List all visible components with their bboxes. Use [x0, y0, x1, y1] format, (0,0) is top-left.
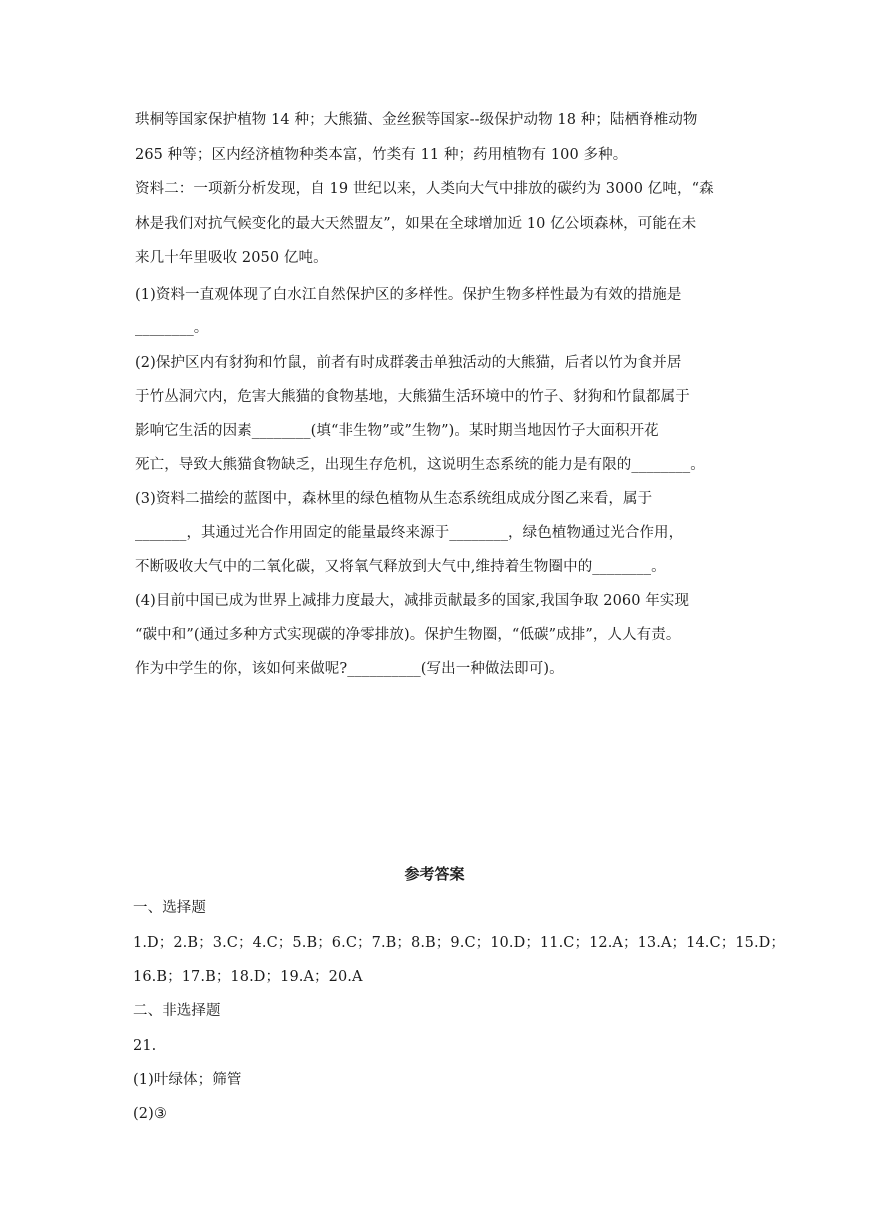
question-2-line: 影响它生活的因素________(填“非生物”或”生物”)。某时期当地因竹子大面积开花	[135, 423, 659, 439]
question-3-line: 不断吸收大气中的二氧化碳，又将氧气释放到大气中,维持着生物圈中的________。	[135, 559, 666, 575]
question-1-blank-line: ________。	[135, 320, 209, 336]
material-line: 珙桐等国家保护植物 14 种；大熊猫、金丝猴等国家--级保护动物 18 种；陆栖脊椎动物	[135, 112, 698, 128]
question-4-line: (4)目前中国已成为世界上减排力度最大，减排贡献最多的国家,我国争取 2060 年实现	[135, 593, 690, 609]
question-2-line: (2)保护区内有豺狗和竹鼠，前者有时成群袭击单独活动的大熊猫，后者以竹为食并居	[135, 355, 682, 371]
material-line: 265 种等；区内经济植物种类本富，竹类有 11 种；药用植物有 100 多种。	[135, 147, 628, 163]
material-line: 资料二：一项新分析发现，自 19 世纪以来，人类向大气中排放的碳约为 3000 亿吨，“森	[135, 181, 714, 197]
answer-title: 参考答案	[404, 865, 465, 883]
section-heading-choice: 一、选择题	[133, 900, 206, 916]
question-21-label: 21.	[133, 1038, 157, 1054]
answer-21-2: (2)③	[133, 1106, 167, 1122]
question-4-line: “碳中和”(通过多种方式实现碳的净零排放)。保护生物圈，“低碳”成排”，人人有责。	[135, 627, 681, 643]
material-line: 来几十年里吸收 2050 亿吨。	[135, 250, 328, 266]
section-heading-nonchoice: 二、非选择题	[133, 1003, 221, 1019]
question-3-line: (3)资料二描绘的蓝图中，森林里的绿色植物从生态系统组成成分图乙来看，属于	[135, 491, 653, 507]
question-4-line: 作为中学生的你，该如何来做呢?__________(写出一种做法即可)。	[135, 661, 564, 677]
choice-answers-line: 1.D；2.B；3.C；4.C；5.B；6.C；7.B；8.B；9.C；10.D；11.C；12.A；13.A；14.C；15.D；	[133, 935, 785, 951]
question-3-line: _______，其通过光合作用固定的能量最终来源于________，绿色植物通过光合作用，	[135, 525, 684, 541]
choice-answers-line: 16.B；17.B；18.D；19.A；20.A	[133, 969, 363, 985]
question-2-line: 于竹丛洞穴内，危害大熊猫的食物基地，大熊猫生活环境中的竹子、豺狗和竹鼠都属于	[135, 389, 690, 405]
answer-21-1: (1)叶绿体；筛管	[133, 1072, 242, 1088]
question-1-line: (1)资料一直观体现了白水江自然保护区的多样性。保护生物多样性最为有效的措施是	[135, 287, 682, 303]
material-line: 林是我们对抗气候变化的最大天然盟友”，如果在全球增加近 10 亿公顷森林，可能在未	[135, 216, 697, 232]
question-2-line: 死亡，导致大熊猫食物缺乏，出现生存危机，这说明生态系统的能力是有限的________。	[135, 457, 705, 473]
